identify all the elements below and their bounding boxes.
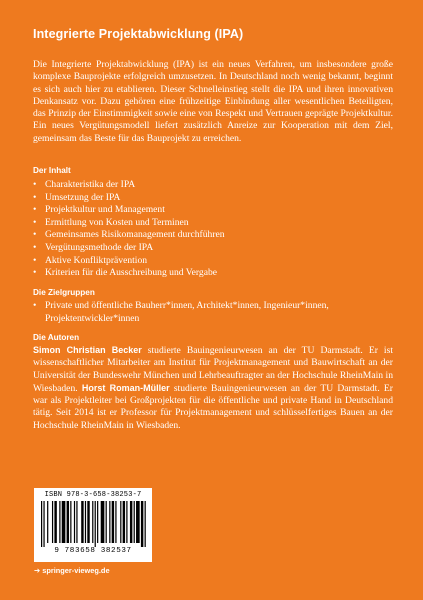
barcode-digits: 9 783658 382537 [54, 547, 132, 555]
author-1-name: Simon Christian Becker [33, 345, 142, 355]
barcode-bar [126, 501, 127, 543]
barcode-bar [70, 501, 71, 543]
barcode-bar [109, 501, 110, 543]
barcode-bar [97, 501, 98, 543]
barcode-bar [81, 501, 83, 543]
barcode-bar [141, 501, 143, 547]
contents-list [33, 179, 393, 280]
barcode-bar [76, 501, 77, 543]
intro-paragraph: Die Integrierte Projektabwicklung (IPA) ist ein neues Verfahren, um insbesondere große komplexe Bauprojekte erfolgreich umzusetzen. In Deutschland noch wenig bekannt, beginnt es sich auch hier zu etablieren. Dieser Schnelleinstieg stellt die IPA und ihren innovativen Denkansatz vor. Dazu gehören eine frühzeitige Einbindung aller wesentlichen Beteiligten, das Prinzip der Einstimmigkeit sowie eine von Respekt und Vertrauen geprägte Projektkultur. Ein neues Vergütungsmodell liefert zusätzlich Anreize zur Kooperation mit dem Ziel, gemeinsam das Beste für das Bauprojekt zu erreichen. [33, 59, 393, 144]
list-item: • Umsetzung der IPA [33, 192, 393, 205]
authors-paragraph [33, 344, 393, 432]
arrow-icon: ➔ [34, 566, 41, 575]
contents-heading: Der Inhalt [33, 166, 71, 175]
barcode-bar [134, 501, 135, 543]
publisher-url-text: springer-vieweg.de [42, 566, 110, 575]
audience-heading: Die Zielgruppen [33, 288, 95, 297]
barcode-bar [120, 501, 121, 543]
author-2-name: Horst Roman-Müller [81, 382, 170, 393]
publisher-url[interactable] [34, 566, 110, 575]
barcode-bar [115, 501, 116, 543]
list-item: • Ermittlung von Kosten und Terminen [33, 217, 393, 230]
author-1-bio: studierte Bauingenieurwesen an der TU Darmstadt. Er ist wissenschaftlicher Mitarbeiter am Institut für Projektmanagement und Bauwirtschaft an der Universität der Bundeswehr München und Lehrbeauftragter an der Hochschule RheinMain in Wiesbaden. [33, 345, 393, 394]
book-title: Integrierte Projektabwicklung (IPA) [33, 27, 244, 41]
barcode-bar [52, 501, 53, 543]
barcode-bar [67, 501, 69, 543]
list-item: • Aktive Konfliktprävention [33, 255, 393, 268]
barcode-bar [87, 501, 89, 543]
barcode-bar [136, 501, 140, 543]
barcode-bar [95, 501, 96, 547]
barcode-bars [41, 501, 147, 547]
barcode [34, 488, 152, 562]
authors-heading: Die Autoren [33, 333, 80, 342]
barcode-bar [145, 501, 146, 547]
barcode-bar [85, 501, 86, 543]
barcode-bar [106, 501, 107, 543]
audience-list [33, 300, 333, 325]
barcode-bar [123, 501, 125, 543]
barcode-bar [59, 501, 60, 543]
list-item: • Gemeinsames Risikomanagement durchführen [33, 229, 393, 242]
list-item: • Kriterien für die Ausschreibung und Vergabe [33, 267, 393, 280]
list-item: • Vergütungsmethode der IPA [33, 242, 393, 255]
barcode-bar [47, 501, 48, 543]
author-2-bio: studierte Bauingenieurwesen an der TU Darmstadt. Er war als Projektleiter bei Großprojekten für die öffentliche und private Hand in Deutschland tätig. Seit 2014 ist er Professor für Projektmanagement und schlüsselfertiges Bauen an der Hochschule RheinMain in Wiesbaden. [33, 382, 393, 431]
barcode-bar [74, 501, 75, 543]
barcode-bar [54, 501, 56, 543]
list-item: • Projektkultur und Management [33, 204, 393, 217]
barcode-bar [101, 501, 105, 543]
list-item: • Charakteristika der IPA [33, 179, 393, 192]
barcode-bar [92, 501, 93, 543]
barcode-bar [43, 501, 44, 547]
barcode-bar [41, 501, 42, 547]
list-item: • Private und öffentliche Bauherr*innen, Architekt*innen, Ingenieur*innen, Projektentwickler*innen [33, 300, 333, 325]
isbn-label: ISBN 978-3-658-38253-7 [44, 491, 142, 499]
barcode-bar [112, 501, 114, 543]
barcode-bar [62, 501, 66, 543]
barcode-bar [130, 501, 132, 543]
